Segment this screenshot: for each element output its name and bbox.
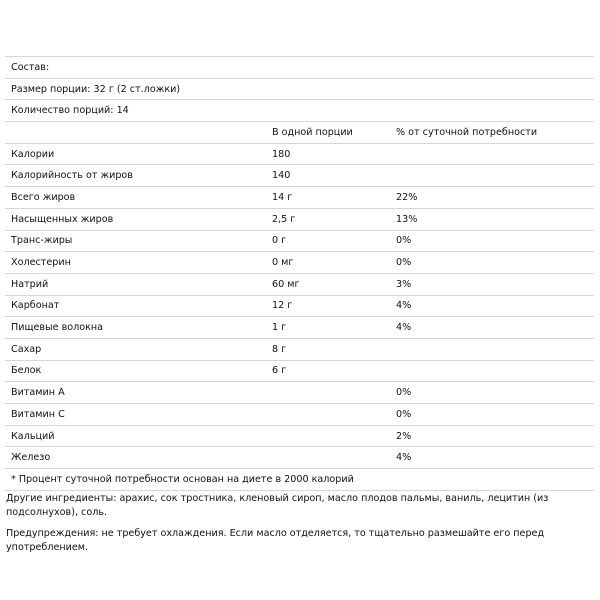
nutrient-dv: 0% <box>390 230 594 252</box>
nutrient-dv: 0% <box>390 404 594 426</box>
nutrient-name: Транс-жиры <box>5 230 266 252</box>
nutrition-table <box>5 56 594 491</box>
nutrient-name: Всего жиров <box>5 187 266 209</box>
column-header-daily-value: % от суточной потребности <box>390 122 594 144</box>
nutrient-amount <box>266 447 390 469</box>
nutrient-amount: 8 г <box>266 338 390 360</box>
warnings-text: Предупреждения: не требует охлаждения. Если масло отделяется, то тщательно размешайте его перед употреблением. <box>6 528 545 553</box>
table-row <box>5 187 594 209</box>
nutrient-name: Витамин С <box>5 404 266 426</box>
nutrient-amount: 12 г <box>266 295 390 317</box>
nutrition-table-body <box>5 57 594 491</box>
nutrient-dv: 0% <box>390 252 594 274</box>
table-row <box>5 165 594 187</box>
nutrient-amount: 6 г <box>266 360 390 382</box>
nutrient-name: Железо <box>5 447 266 469</box>
nutrient-dv <box>390 143 594 165</box>
nutrient-name: Пищевые волокна <box>5 317 266 339</box>
nutrient-amount <box>266 404 390 426</box>
table-row <box>5 338 594 360</box>
table-row <box>5 230 594 252</box>
nutrient-amount: 0 мг <box>266 252 390 274</box>
nutrient-name: Кальций <box>5 425 266 447</box>
table-row <box>5 273 594 295</box>
nutrient-dv: 4% <box>390 317 594 339</box>
serving-size-row <box>5 78 594 100</box>
nutrient-dv: 2% <box>390 425 594 447</box>
column-header-empty <box>5 122 266 144</box>
footnote-text: * Процент суточной потребности основан на диете в 2000 калорий <box>5 469 594 491</box>
nutrition-panel <box>5 56 594 491</box>
nutrient-amount: 1 г <box>266 317 390 339</box>
table-row <box>5 404 594 426</box>
nutrient-dv: 4% <box>390 295 594 317</box>
column-header-per-serving: В одной порции <box>266 122 390 144</box>
table-row <box>5 295 594 317</box>
nutrient-dv <box>390 165 594 187</box>
nutrient-name: Насыщенных жиров <box>5 208 266 230</box>
nutrient-amount <box>266 425 390 447</box>
table-row <box>5 360 594 382</box>
nutrient-name: Витамин А <box>5 382 266 404</box>
servings-count-label: Количество порций: 14 <box>5 100 594 122</box>
table-row <box>5 382 594 404</box>
nutrient-dv: 0% <box>390 382 594 404</box>
servings-count-row <box>5 100 594 122</box>
nutrient-name: Сахар <box>5 338 266 360</box>
nutrient-name: Калории <box>5 143 266 165</box>
nutrient-amount: 14 г <box>266 187 390 209</box>
nutrient-amount: 60 мг <box>266 273 390 295</box>
composition-label: Состав: <box>5 57 594 79</box>
nutrient-dv: 13% <box>390 208 594 230</box>
table-row <box>5 447 594 469</box>
nutrient-name: Натрий <box>5 273 266 295</box>
column-header-row <box>5 122 594 144</box>
table-row <box>5 425 594 447</box>
nutrient-dv <box>390 360 594 382</box>
nutrient-name: Карбонат <box>5 295 266 317</box>
nutrient-dv <box>390 338 594 360</box>
nutrient-dv: 22% <box>390 187 594 209</box>
table-row <box>5 143 594 165</box>
nutrient-name: Холестерин <box>5 252 266 274</box>
serving-size-label: Размер порции: 32 г (2 ст.ложки) <box>5 78 594 100</box>
nutrient-amount: 0 г <box>266 230 390 252</box>
nutrient-dv: 4% <box>390 447 594 469</box>
footnote-row <box>5 469 594 491</box>
nutrient-amount: 180 <box>266 143 390 165</box>
other-ingredients-text: Другие ингредиенты: арахис, сок тростника, кленовый сироп, масло плодов пальмы, ваниль, лецитин (из подсолнухов), соль. <box>6 493 549 518</box>
nutrient-amount <box>266 382 390 404</box>
table-row <box>5 252 594 274</box>
table-row <box>5 317 594 339</box>
table-row <box>5 208 594 230</box>
nutrient-name: Белок <box>5 360 266 382</box>
composition-row <box>5 57 594 79</box>
nutrient-name: Калорийность от жиров <box>5 165 266 187</box>
nutrient-amount: 140 <box>266 165 390 187</box>
nutrient-dv: 3% <box>390 273 594 295</box>
nutrient-amount: 2,5 г <box>266 208 390 230</box>
